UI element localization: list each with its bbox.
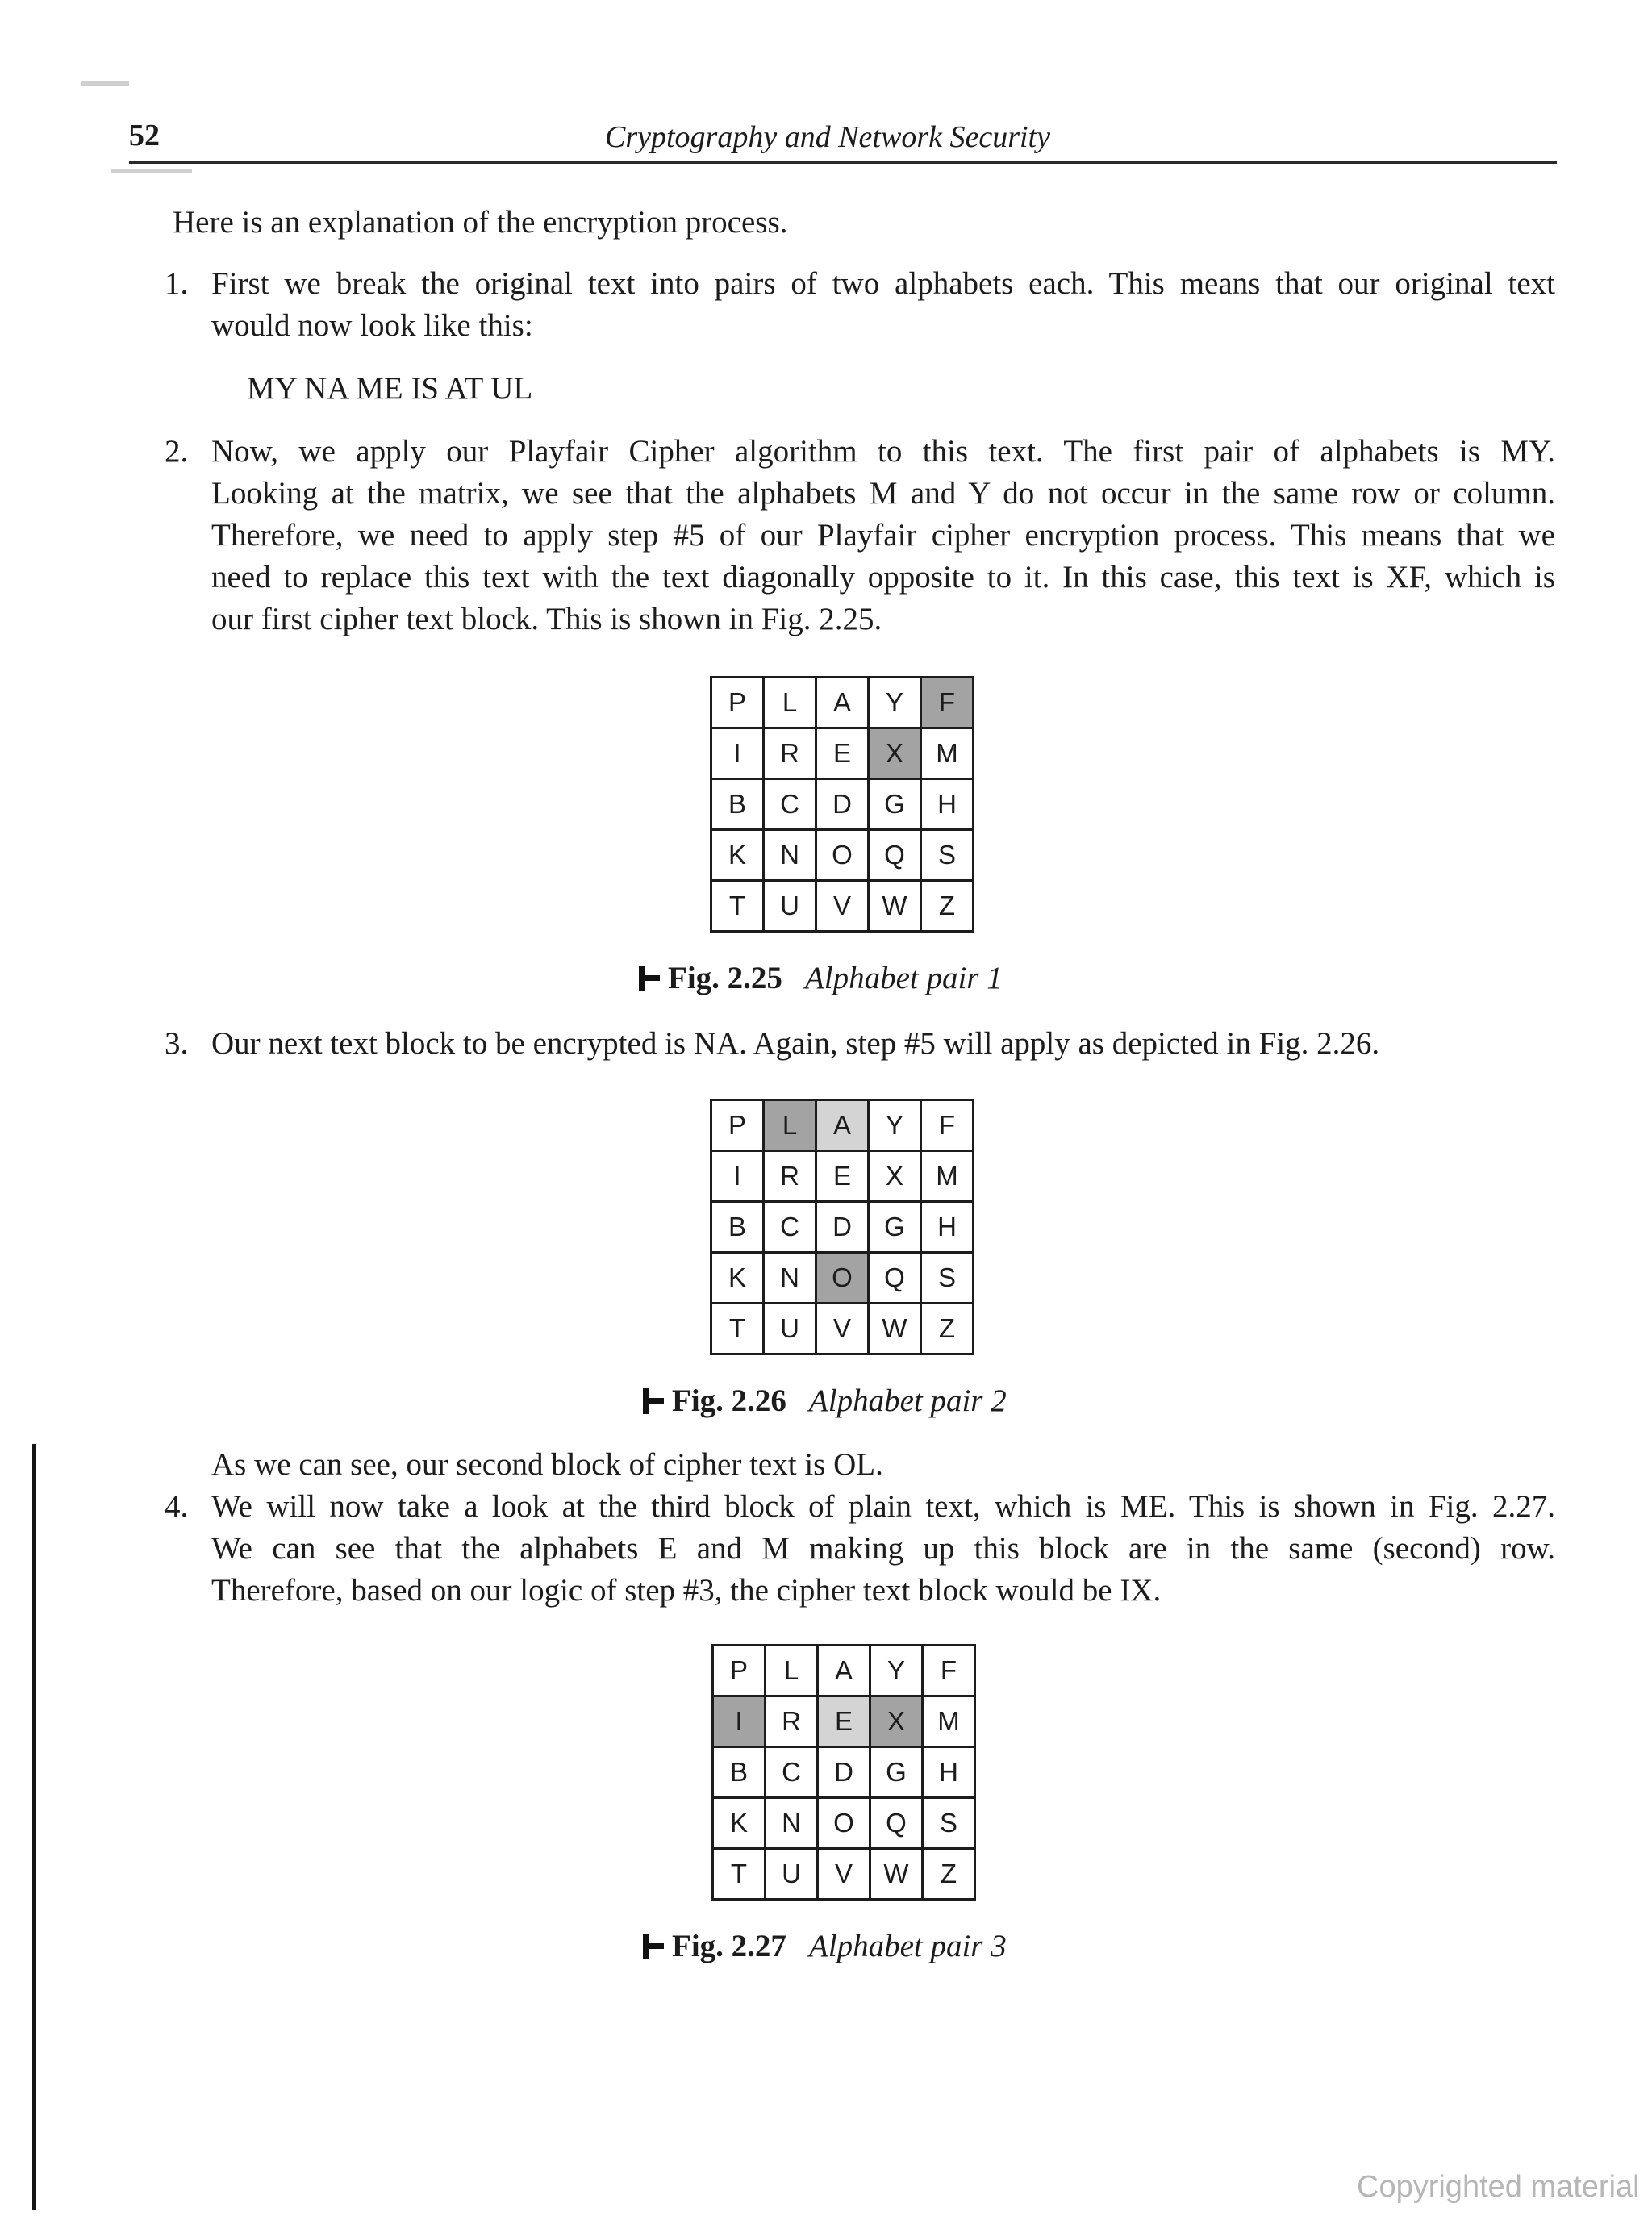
figure-caption [641,1381,1007,1421]
matrix-row [713,1849,975,1900]
matrix-row [713,1646,975,1696]
figure-number: Fig. 2.27 [672,1929,786,1963]
binding-edge [32,1444,36,2210]
matrix-cell: B [713,1747,766,1798]
matrix-cell: R [764,1151,816,1202]
list-item-text: Now, we apply our Playfair Cipher algorithm to this text. The first pair of alphabets is MY. [211,434,1555,469]
playfair-matrix [710,676,974,933]
matrix-cell: L [764,1100,816,1151]
matrix-cell: I [711,1151,764,1202]
matrix-row [711,1100,974,1151]
matrix-cell: Y [869,678,921,728]
matrix-cell: C [764,779,816,830]
matrix-cell: H [923,1747,975,1798]
matrix-cell: G [869,1202,921,1253]
figure-title: Alphabet pair 2 [808,1383,1007,1418]
matrix-cell: W [870,1849,923,1900]
matrix-cell: F [923,1646,975,1696]
matrix-cell: Y [869,1100,921,1151]
matrix-cell: I [711,728,764,779]
figure-number: Fig. 2.25 [668,961,782,995]
caption-marker-icon [641,1388,665,1412]
matrix-cell: S [921,1253,974,1304]
page-number: 52 [129,119,160,152]
list-item-text: Therefore, based on our logic of step #3, the cipher text block would be IX. [211,1573,1162,1608]
matrix-cell: A [816,678,869,728]
figure-title: Alphabet pair 1 [804,961,1003,995]
intro-text: Here is an explanation of the encryption process. [173,205,788,240]
matrix-cell: O [816,830,869,881]
matrix-cell: V [816,1304,869,1354]
matrix-cell: P [711,1100,764,1151]
matrix-cell: E [816,728,869,779]
matrix-cell: O [816,1253,869,1304]
matrix-cell: I [713,1696,766,1747]
list-item-text: Our next text block to be encrypted is NA. Again, step #5 will apply as depicted in Fig. 2.26. [211,1026,1380,1061]
matrix-row [711,1304,974,1354]
scan-noise [81,81,129,86]
matrix-cell: M [921,1151,974,1202]
matrix-cell: W [869,1304,921,1354]
matrix-cell: G [870,1747,923,1798]
matrix-cell: D [816,1202,869,1253]
matrix-cell: M [921,728,974,779]
matrix-cell: K [713,1798,766,1849]
matrix-cell: Y [870,1646,923,1696]
scan-noise [111,169,192,173]
matrix-cell: K [711,830,764,881]
matrix-cell: Z [921,1304,974,1354]
matrix-cell: O [818,1798,870,1849]
list-item-text: We will now take a look at the third block of plain text, which is ME. This is shown in Fig. 2.27. [211,1489,1555,1524]
playfair-matrix [711,1644,976,1901]
matrix-row [711,830,974,881]
list-number: 4. [165,1489,189,1524]
figure-title: Alphabet pair 3 [808,1929,1007,1963]
matrix-cell: U [766,1849,818,1900]
list-number: 2. [165,434,189,469]
matrix-cell: Q [870,1798,923,1849]
matrix-row [711,881,974,932]
matrix-cell: L [764,678,816,728]
matrix-cell: Z [923,1849,975,1900]
matrix-cell: Q [869,830,921,881]
matrix-cell: A [818,1646,870,1696]
matrix-cell: C [764,1202,816,1253]
matrix-cell: X [869,1151,921,1202]
caption-marker-icon [637,966,661,990]
matrix-cell: U [764,881,816,932]
matrix-cell: N [766,1798,818,1849]
matrix-cell: K [711,1253,764,1304]
list-item-text: We can see that the alphabets E and M making up this block are in the same (second) row. [211,1531,1555,1566]
matrix-cell: R [766,1696,818,1747]
matrix-cell: B [711,779,764,830]
matrix-cell: C [766,1747,818,1798]
matrix-row [711,1253,974,1304]
matrix-row [711,1202,974,1253]
list-item-text: First we break the original text into pairs of two alphabets each. This means that our original text [211,266,1555,301]
matrix-cell: N [764,1253,816,1304]
running-header [129,111,1557,164]
matrix-cell: Z [921,881,974,932]
matrix-row [711,779,974,830]
caption-marker-icon [641,1934,665,1958]
matrix-cell: E [818,1696,870,1747]
matrix-cell: R [764,728,816,779]
list-item-text: need to replace this text with the text diagonally opposite to it. In this case, this text is XF, which is [211,560,1555,595]
list-item-text: would now look like this: [211,308,533,343]
matrix-cell: W [869,881,921,932]
matrix-row [711,1151,974,1202]
matrix-cell: F [921,1100,974,1151]
matrix-cell: U [764,1304,816,1354]
matrix-cell: H [921,779,974,830]
matrix-cell: G [869,779,921,830]
matrix-row [711,678,974,728]
matrix-cell: B [711,1202,764,1253]
matrix-cell: X [870,1696,923,1747]
matrix-cell: X [869,728,921,779]
matrix-cell: E [816,1151,869,1202]
matrix-cell: M [923,1696,975,1747]
matrix-cell: N [764,830,816,881]
body-text: As we can see, our second block of cipher text is OL. [211,1447,883,1482]
matrix-row [713,1696,975,1747]
figure-number: Fig. 2.26 [672,1383,786,1418]
matrix-row [711,728,974,779]
matrix-cell: Q [869,1253,921,1304]
figure-caption [637,958,1003,999]
matrix-row [713,1798,975,1849]
matrix-cell: H [921,1202,974,1253]
matrix-cell: F [921,678,974,728]
figure-caption [641,1926,1007,1967]
matrix-cell: T [711,881,764,932]
matrix-cell: S [923,1798,975,1849]
list-item-text: Therefore, we need to apply step #5 of our Playfair cipher encryption process. This means that we [211,518,1555,553]
matrix-cell: T [713,1849,766,1900]
list-number: 3. [165,1026,189,1061]
matrix-row [713,1747,975,1798]
matrix-cell: V [816,881,869,932]
matrix-cell: T [711,1304,764,1354]
matrix-cell: V [818,1849,870,1900]
matrix-cell: P [713,1646,766,1696]
list-item-text: Looking at the matrix, we see that the alphabets M and Y do not occur in the same row or column. [211,476,1555,511]
matrix-cell: A [816,1100,869,1151]
matrix-cell: D [816,779,869,830]
matrix-cell: S [921,830,974,881]
matrix-cell: D [818,1747,870,1798]
playfair-matrix [710,1099,974,1355]
list-number: 1. [165,266,189,301]
watermark: Copyrighted material [1357,2170,1640,2204]
matrix-cell: L [766,1646,818,1696]
example-pairs: MY NA ME IS AT UL [247,371,533,406]
matrix-cell: P [711,678,764,728]
running-title: Cryptography and Network Security [605,120,1050,154]
list-item-text: our first cipher text block. This is shown in Fig. 2.25. [211,602,882,636]
